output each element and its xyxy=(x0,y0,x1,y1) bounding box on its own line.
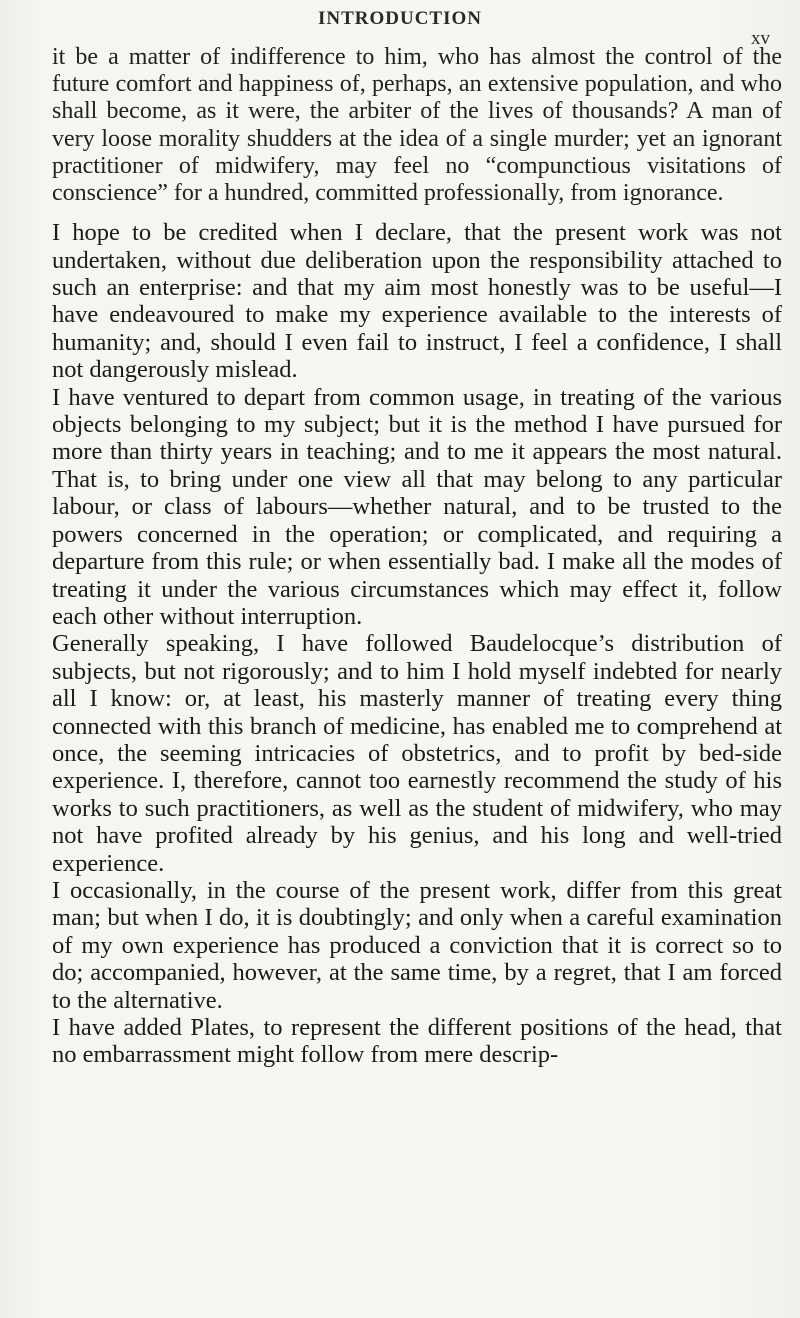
paragraph-2: I hope to be credited when I declare, that the present work was not undertaken, without due deliberation upon the responsibility attached to such an enterprise: and that my aim most honestly was to be useful—I have endeavoured to make my experience available to the interests of humanity; and, should I even fail to instruct, I feel a confidence, I shall not dangerously mislead. xyxy=(52,219,782,384)
body-text xyxy=(52,44,782,1069)
page-number: xv xyxy=(751,28,770,49)
paragraph-4: Generally speaking, I have followed Baudelocque’s distribution of subjects, but not rigorously; and to him I hold myself indebted for nearly all I know: or, at least, his masterly manner of treating every thing connected with this branch of medicine, has enabled me to comprehend at once, the seeming intricacies of obstetrics, and to profit by bed-side experience. I, therefore, cannot too earnestly recommend the study of his works to such practitioners, as well as the student of midwifery, who may not have profited already by his genius, and his long and well-tried experience. xyxy=(52,630,782,877)
paragraph-5: I occasionally, in the course of the present work, differ from this great man; but when I do, it is doubtingly; and only when a careful examination of my own experience has produced a conviction that it is correct so to do; accompanied, however, at the same time, by a regret, that I am forced to the alternative. xyxy=(52,876,782,1014)
paragraph-3: I have ventured to depart from common usage, in treating of the various objects belonging to my subject; but it is the method I have pursued for more than thirty years in teaching; and to me it appears the most natural. That is, to bring under one view all that may belong to any particular labour, or class of labours—whether natural, and to be trusted to the powers concerned in the operation; or complicated, and requiring a departure from this rule; or when essentially bad. I make all the modes of treating it under the various circumstances which may effect it, follow each other without interruption. xyxy=(52,383,782,630)
running-head: INTRODUCTION xyxy=(317,8,483,29)
paragraph-6: I have added Plates, to represent the different positions of the head, that no embarrassment might follow from mere descrip- xyxy=(52,1014,782,1069)
paragraph-1: it be a matter of indifference to him, who has almost the control of the future comfort and happiness of, perhaps, an extensive population, and who shall become, as it were, the arbiter of the lives of thousands? A man of very loose morality shudders at the idea of a single murder; yet an ignorant practitioner of midwifery, may feel no “compunctious visitations of conscience” for a hundred, committed professionally, from ignorance. xyxy=(52,44,782,207)
